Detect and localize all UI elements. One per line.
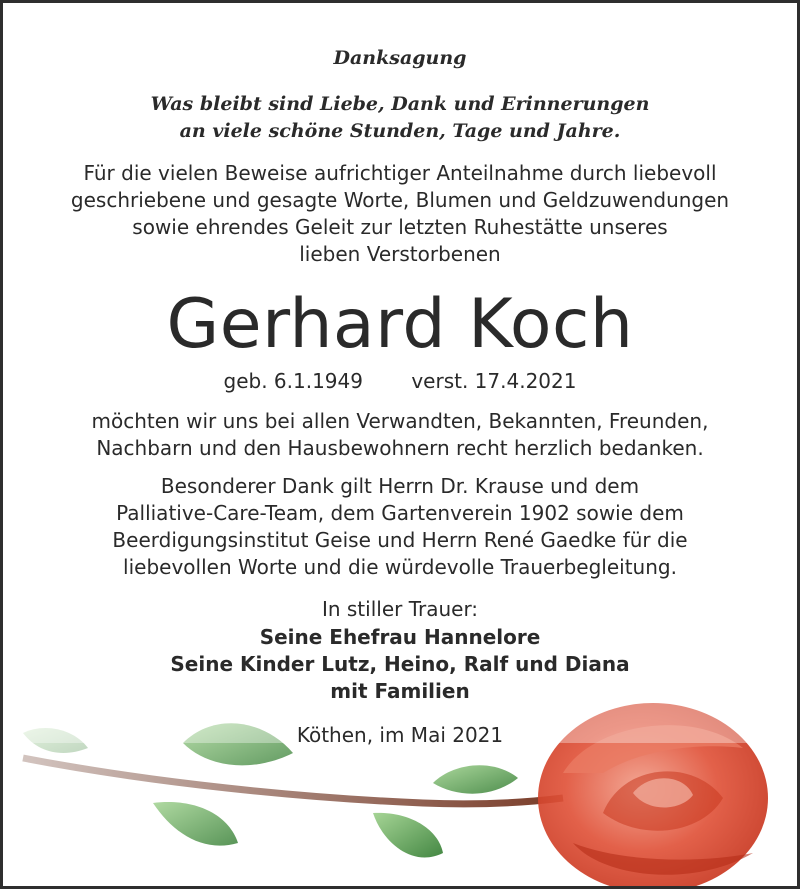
intro-paragraph: [3, 160, 797, 268]
intro-line: Für die vielen Beweise aufrichtiger Anteilnahme durch liebevoll: [83, 161, 717, 185]
intro-line: lieben Verstorbenen: [299, 242, 501, 266]
special-thanks-line: Beerdigungsinstitut Geise und Herrn René Gaedke für die: [112, 528, 688, 552]
birth-date: geb. 6.1.1949: [223, 369, 363, 393]
quote-line: Was bleibt sind Liebe, Dank und Erinnerungen: [150, 93, 650, 115]
death-date: verst. 17.4.2021: [411, 369, 577, 393]
deceased-name: Gerhard Koch: [166, 285, 634, 364]
intro-line: sowie ehrendes Geleit zur letzten Ruhestätte unseres: [132, 215, 668, 239]
thanks-paragraph: [3, 408, 797, 462]
thanks-line: Nachbarn und den Hausbewohnern recht herzlich bedanken.: [96, 436, 704, 460]
special-thanks-paragraph: [3, 473, 797, 581]
thanks-line: möchten wir uns bei allen Verwandten, Bekannten, Freunden,: [91, 409, 709, 433]
family-line: Seine Ehefrau Hannelore: [259, 625, 541, 649]
place-date: Köthen, im Mai 2021: [296, 723, 504, 747]
special-thanks-line: Besonderer Dank gilt Herrn Dr. Krause und dem: [160, 474, 640, 498]
life-dates: [3, 369, 797, 393]
intro-line: geschriebene und gesagte Worte, Blumen und Geldzuwendungen: [70, 188, 730, 212]
family-line: mit Familien: [330, 679, 470, 703]
special-thanks-line: Palliative-Care-Team, dem Gartenverein 1902 sowie dem: [116, 501, 684, 525]
family-line: Seine Kinder Lutz, Heino, Ralf und Diana: [170, 652, 630, 676]
mourning-label: In stiller Trauer:: [321, 597, 479, 621]
heading: Danksagung: [333, 47, 467, 69]
quote-line: an viele schöne Stunden, Tage und Jahre.: [179, 120, 621, 142]
special-thanks-line: liebevollen Worte und die würdevolle Trauerbegleitung.: [123, 555, 677, 579]
